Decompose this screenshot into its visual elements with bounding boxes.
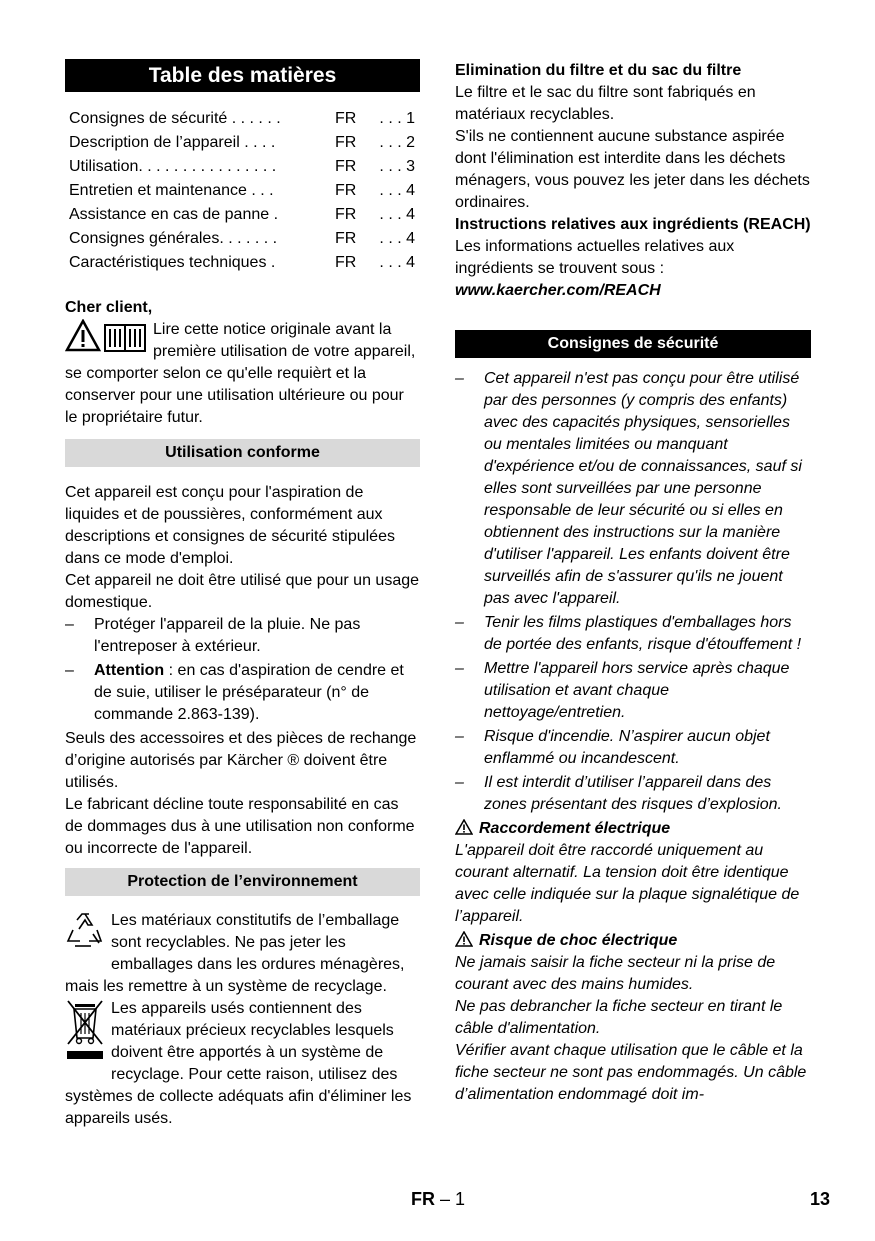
toc-entry-title: Description de l’appareil . . . . — [69, 134, 276, 151]
toc-entry-page: . . . 4 — [379, 182, 415, 199]
toc-entry-lang: FR — [335, 158, 357, 175]
toc-row[interactable] — [69, 131, 420, 155]
utilisation-heading: Utilisation conforme — [65, 439, 420, 467]
weee-block — [65, 998, 420, 1130]
recycling-block — [65, 910, 420, 998]
securite-heading: Consignes de sécurité — [455, 330, 811, 358]
reach-url[interactable]: www.kaercher.com/REACH — [455, 282, 661, 299]
list-item: – Attention : en cas d'aspiration de cendre et de suie, utiliser le préséparateur (n° de commande 2.863-139). — [65, 660, 420, 726]
choc-p1: Ne jamais saisir la fiche secteur ni la prise de courant avec des mains humides. — [455, 954, 776, 993]
filtre-p2: S'ils ne contiennent aucune substance aspirée dont l'élimination est interdite dans les déchets ménagers, vous pouvez les jeter dans les déchets ordinaires. — [455, 128, 810, 211]
list-item: – Protéger l'appareil de la pluie. Ne pas l'entreposer à extérieur. — [65, 614, 420, 658]
table-of-contents — [69, 107, 420, 275]
filtre-heading: Elimination du filtre et du sac du filtre — [455, 62, 742, 79]
raccordement-text: L'appareil doit être raccordé uniquement au courant alternatif. La tension doit être identique avec celle indiquée sur la plaque signalétique de l’appareil. — [455, 842, 800, 925]
right-column — [455, 59, 811, 1106]
toc-entry-page: . . . 4 — [379, 254, 415, 271]
page-number: 13 — [809, 1189, 830, 1209]
recycling-icon — [65, 910, 105, 957]
choc-p2: Ne pas debrancher la fiche secteur en tirant le câble d'alimentation. — [455, 998, 783, 1037]
choc-p3: Vérifier avant chaque utilisation que le câble et la fiche secteur ne sont pas endommagés. Un câble d’alimentation endommagé doit im- — [455, 1042, 807, 1103]
toc-entry-lang: FR — [335, 110, 357, 127]
list-item: – Il est interdit d’utiliser l’appareil dans des zones présentant des risques d’explosion. — [455, 772, 811, 816]
environnement-p2: Les appareils usés contiennent des matériaux précieux recyclables lesquels doivent être apportés à un système de recyclage. Pour cette raison, utilisez des systèmes de collecte adéquats afin d'éliminer les appareils usés. — [65, 1000, 412, 1127]
securite-list — [455, 368, 811, 816]
list-item: – Tenir les films plastiques d'emballages hors de portée des enfants, risque d'étouffement ! — [455, 612, 811, 656]
toc-entry-page: . . . 3 — [379, 158, 415, 175]
list-item: – Mettre l'appareil hors service après chaque utilisation et avant chaque nettoyage/entretien. — [455, 658, 811, 724]
toc-entry-page: . . . 4 — [379, 206, 415, 223]
toc-entry-lang: FR — [335, 206, 357, 223]
footer-lang: FR — [411, 1189, 435, 1209]
intro-text: Lire cette notice originale avant la première utilisation de votre appareil, se comporter selon ce qu'elle requièrt et la conserver pour une utilisation ultérieure ou pour le propriétaire futur. — [65, 321, 416, 426]
toc-entry-lang: FR — [335, 230, 357, 247]
list-item: – Cet appareil n'est pas conçu pour être utilisé par des personnes (y compris des enfants) avec des capacités physiques, sensorielles ou mentales limitées ou manquant d'expérience et/ou de connaissances, sauf si elles sont surveillées par une personne responsable de leur sécurité ou si elles en obtiennent des instructions sur la manière d'utiliser l'appareil. Les enfants doivent être surveillés afin de s'assurer qu'ils ne jouent pas avec l'appareil. — [455, 368, 811, 610]
toc-entry-title: Utilisation. . . . . . . . . . . . . . . . — [69, 158, 277, 175]
toc-entry-lang: FR — [335, 254, 357, 271]
toc-heading: Table des matières — [65, 59, 420, 92]
utilisation-p3: Seuls des accessoires et des pièces de rechange d’origine autorisés par Kärcher ® doivent être utilisés. — [65, 730, 417, 791]
toc-entry-lang: FR — [335, 134, 357, 151]
toc-entry-title: Consignes générales. . . . . . . — [69, 230, 278, 247]
raccordement-heading: Raccordement électrique — [455, 818, 811, 840]
left-column — [65, 59, 420, 1130]
toc-entry-lang: FR — [335, 182, 357, 199]
toc-entry-title: Caractéristiques techniques . — [69, 254, 276, 271]
utilisation-p2: Cet appareil ne doit être utilisé que pour un usage domestique. — [65, 572, 420, 611]
utilisation-list — [65, 614, 420, 726]
toc-row[interactable] — [69, 203, 420, 227]
warning-icon — [455, 819, 473, 835]
warning-icon — [455, 931, 473, 947]
toc-row[interactable] — [69, 179, 420, 203]
crossed-bin-icon — [65, 998, 105, 1067]
utilisation-p4: Le fabricant décline toute responsabilité en cas de dommages dus à une utilisation non conforme ou incorrecte de l'appareil. — [65, 796, 415, 857]
toc-entry-page: . . . 4 — [379, 230, 415, 247]
toc-row[interactable] — [69, 227, 420, 251]
environnement-p1: Les matériaux constitutifs de l’emballage sont recyclables. Ne pas jeter les emballages dans les ordures ménagères, mais les remettre à un système de recyclage. — [65, 912, 405, 995]
utilisation-p1: Cet appareil est conçu pour l'aspiration de liquides et de poussières, conformément aux descriptions et consignes de sécurité stipulées dans ce mode d'emploi. — [65, 484, 395, 567]
toc-entry-page: . . . 2 — [379, 134, 415, 151]
toc-entry-title: Assistance en cas de panne . — [69, 206, 279, 223]
environnement-heading: Protection de l’environnement — [65, 868, 420, 896]
filtre-p1: Le filtre et le sac du filtre sont fabriqués en matériaux recyclables. — [455, 84, 756, 123]
footer-section-label — [411, 1188, 465, 1210]
intro-block — [65, 319, 420, 429]
toc-row[interactable] — [69, 155, 420, 179]
warning-manual-icon — [65, 319, 147, 360]
greeting: Cher client, — [65, 299, 153, 316]
footer-section-number: – 1 — [440, 1189, 466, 1209]
list-item: – Risque d'incendie. N’aspirer aucun objet enflammé ou incandescent. — [455, 726, 811, 770]
choc-heading: Risque de choc électrique — [455, 930, 811, 952]
toc-row[interactable] — [69, 107, 420, 131]
toc-entry-title: Entretien et maintenance . . . — [69, 182, 274, 199]
toc-entry-page: . . . 1 — [379, 110, 415, 127]
reach-heading: Instructions relatives aux ingrédients (REACH) — [455, 216, 811, 233]
toc-entry-title: Consignes de sécurité . . . . . . — [69, 110, 281, 127]
toc-row[interactable] — [69, 251, 420, 275]
reach-p1: Les informations actuelles relatives aux ingrédients se trouvent sous : — [455, 238, 735, 277]
